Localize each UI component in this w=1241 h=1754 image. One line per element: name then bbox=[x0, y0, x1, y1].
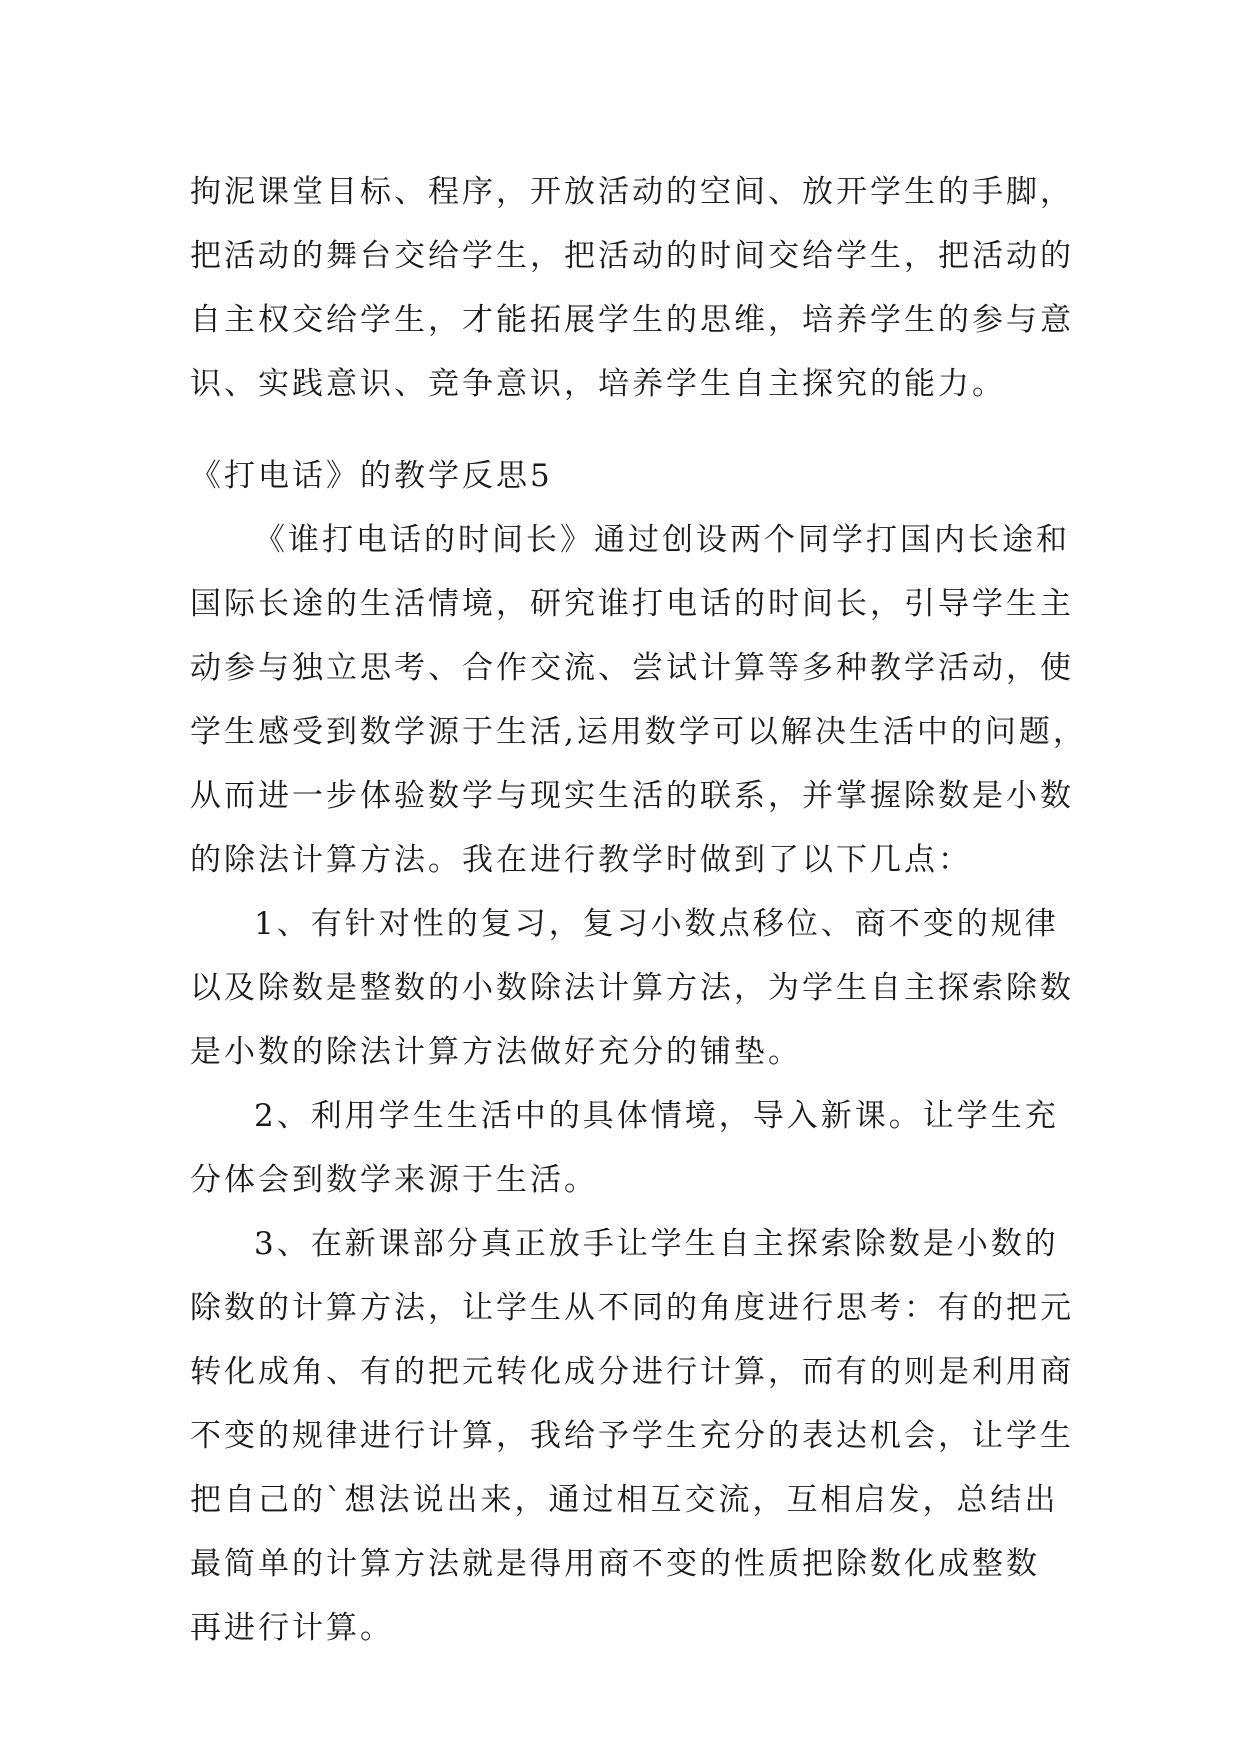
paragraph-line: 以及除数是整数的小数除法计算方法，为学生自主探索除数 bbox=[190, 970, 1074, 1006]
paragraph-2 bbox=[190, 892, 1074, 1084]
paragraph-line: 把活动的舞台交给学生，把活动的时间交给学生，把活动的 bbox=[190, 238, 1074, 274]
paragraph-line: 拘泥课堂目标、程序，开放活动的空间、放开学生的手脚， bbox=[190, 174, 1074, 210]
paragraph-line: 学生感受到数学源于生活,运用数学可以解决生活中的问题， bbox=[190, 714, 1087, 750]
paragraph-3 bbox=[190, 1084, 1070, 1212]
paragraph-line: 国际长途的生活情境，研究谁打电话的时间长，引导学生主 bbox=[190, 586, 1074, 622]
section-title: 《打电话》的教学反思5 bbox=[190, 458, 553, 494]
paragraph-line: 把自己的`想法说出来，通过相互交流，互相启发，总结出 bbox=[190, 1482, 1059, 1518]
paragraph-line: 是小数的除法计算方法做好充分的铺垫。 bbox=[190, 1034, 802, 1070]
paragraph-line: 《谁打电话的时间长》通过创设两个同学打国内长途和 bbox=[254, 522, 1070, 558]
paragraph-4 bbox=[190, 1212, 1074, 1660]
paragraph-line: 识、实践意识、竞争意识，培养学生自主探究的能力。 bbox=[190, 366, 1006, 402]
paragraph-line: 1、有针对性的复习，复习小数点移位、商不变的规律 bbox=[254, 906, 1059, 942]
paragraph-1 bbox=[190, 508, 1087, 892]
paragraph-line: 动参与独立思考、合作交流、尝试计算等多种教学活动，使 bbox=[190, 650, 1074, 686]
paragraph-line: 转化成角、有的把元转化成分进行计算，而有的则是利用商 bbox=[190, 1354, 1074, 1390]
paragraph-line: 不变的规律进行计算，我给予学生充分的表达机会，让学生 bbox=[190, 1418, 1074, 1454]
intro-paragraph bbox=[190, 160, 1074, 416]
paragraph-line: 3、在新课部分真正放手让学生自主探索除数是小数的 bbox=[254, 1226, 1059, 1262]
document-page bbox=[190, 160, 1087, 1660]
paragraph-line: 从而进一步体验数学与现实生活的联系，并掌握除数是小数 bbox=[190, 778, 1074, 814]
paragraph-line: 的除法计算方法。我在进行教学时做到了以下几点： bbox=[190, 842, 972, 878]
paragraph-line: 分体会到数学来源于生活。 bbox=[190, 1162, 598, 1198]
paragraph-line: 2、利用学生生活中的具体情境，导入新课。让学生充 bbox=[254, 1098, 1059, 1134]
paragraph-line: 再进行计算。 bbox=[190, 1610, 394, 1646]
paragraph-line: 最简单的计算方法就是得用商不变的性质把除数化成整数 bbox=[190, 1546, 1040, 1582]
paragraph-line: 自主权交给学生，才能拓展学生的思维，培养学生的参与意 bbox=[190, 302, 1074, 338]
paragraph-line: 除数的计算方法，让学生从不同的角度进行思考：有的把元 bbox=[190, 1290, 1074, 1326]
